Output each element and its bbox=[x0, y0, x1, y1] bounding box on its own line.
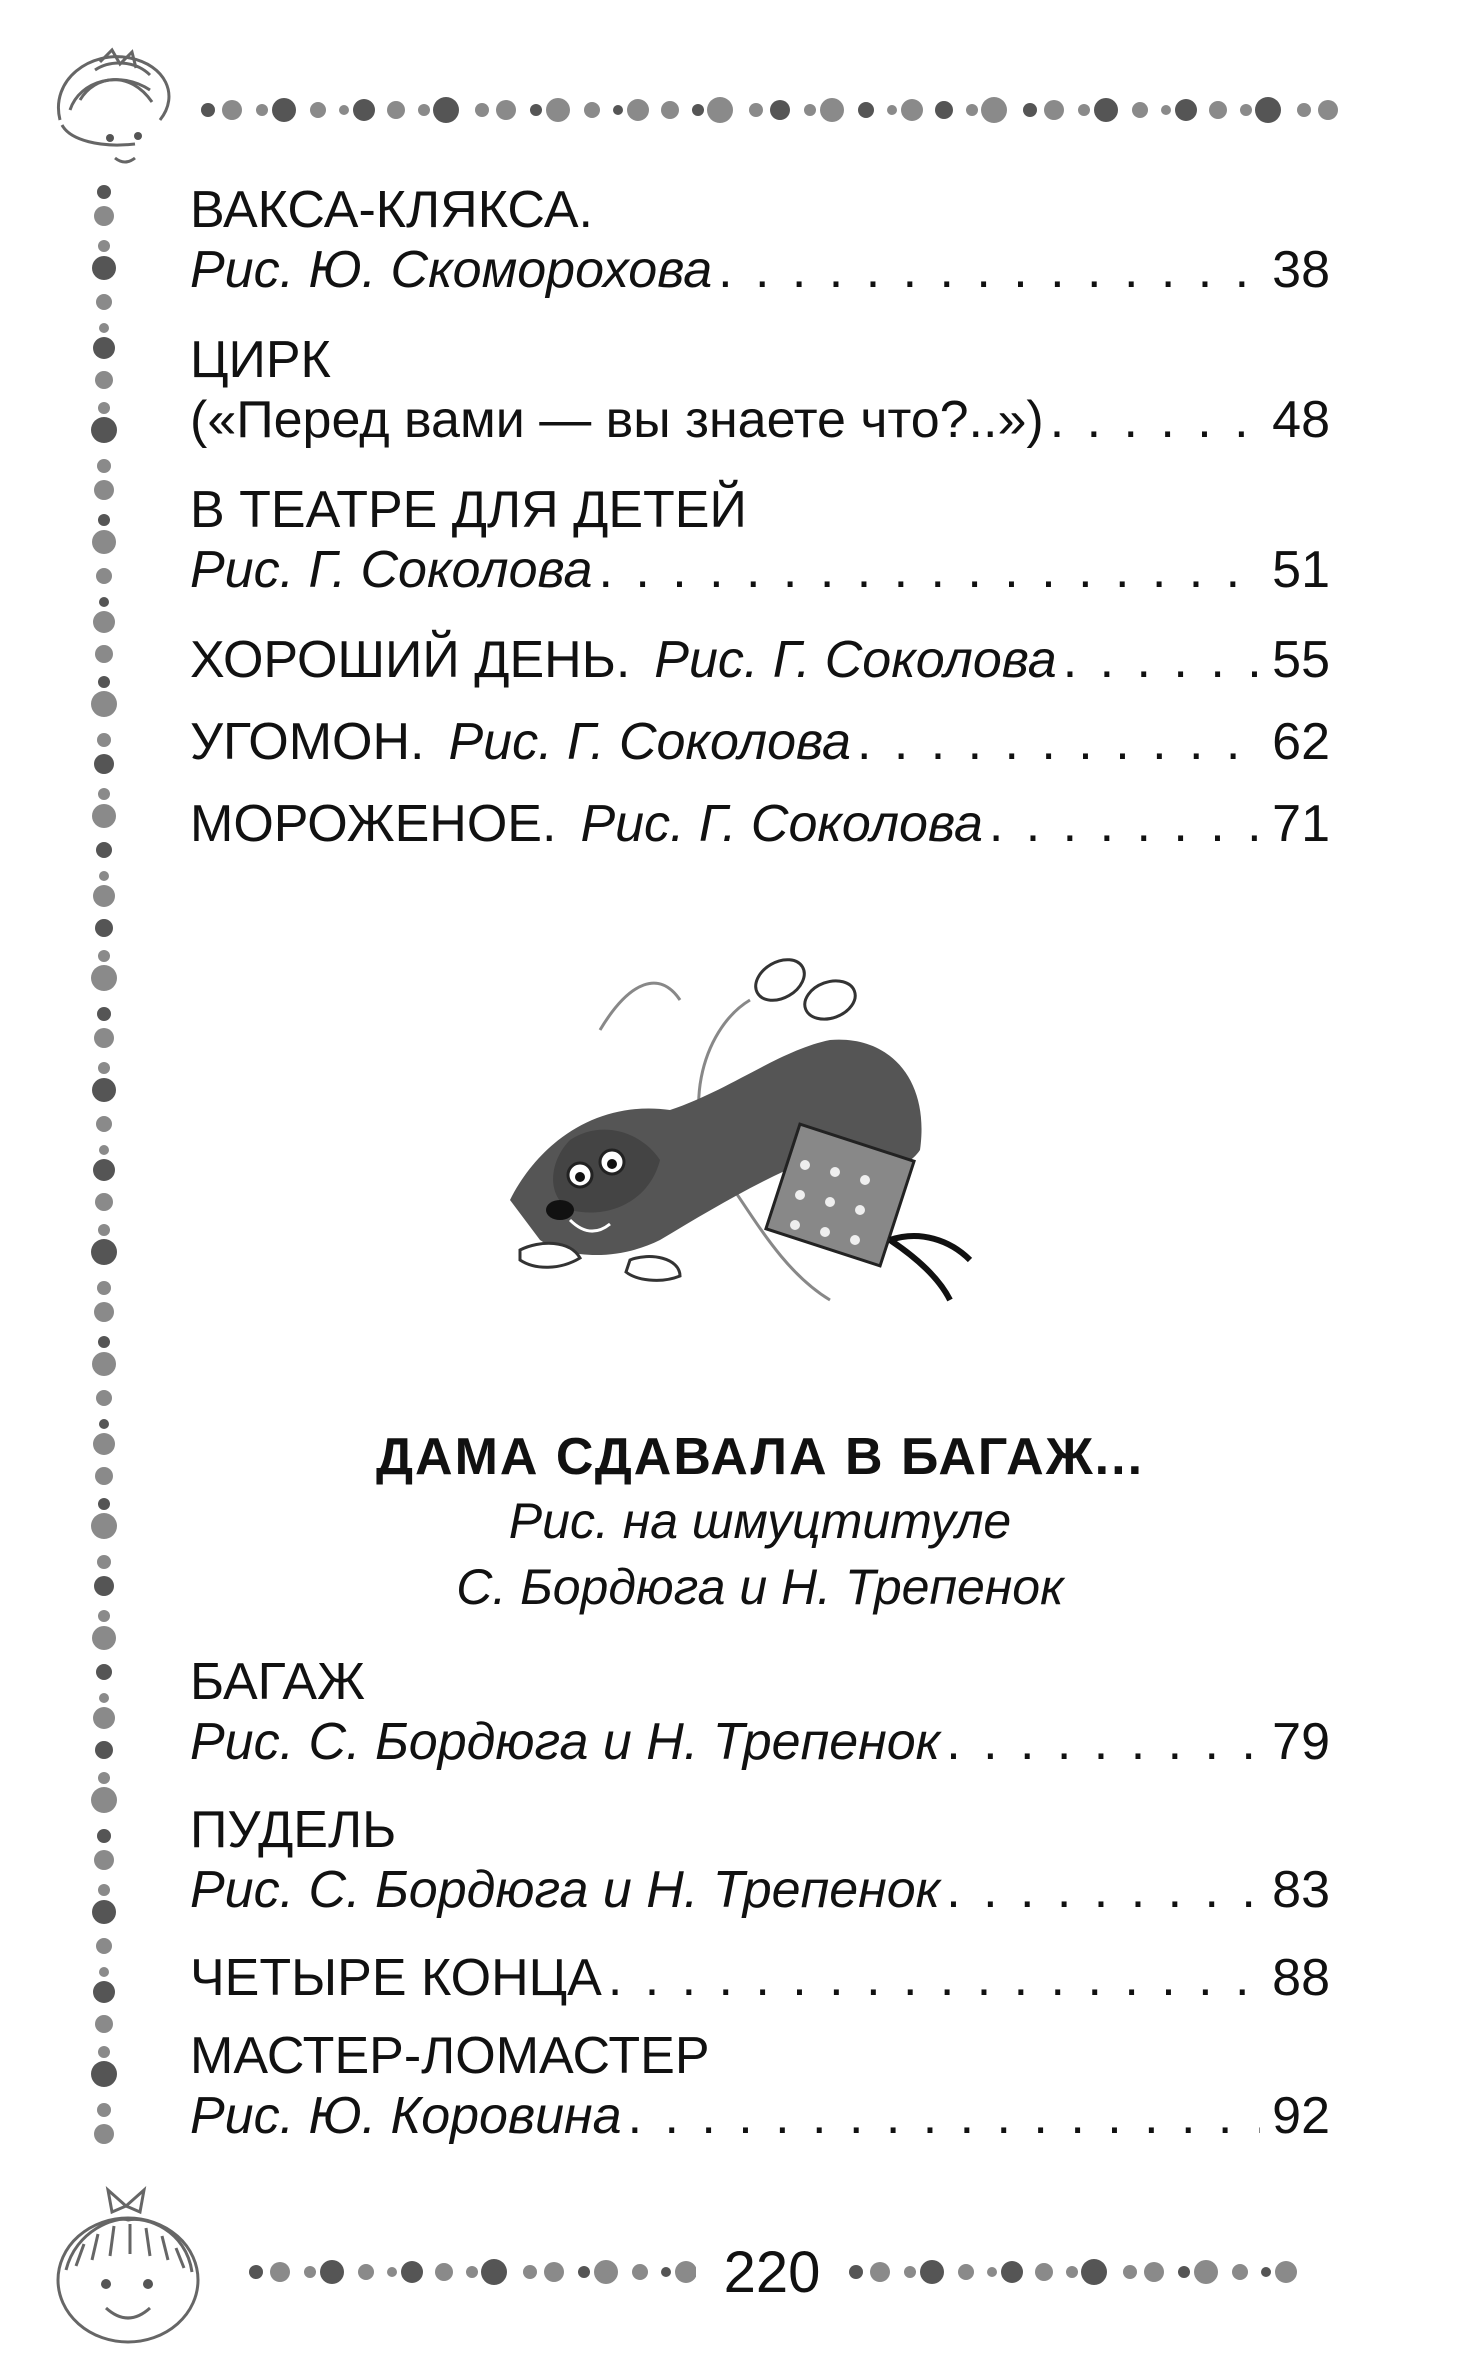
border-dot bbox=[530, 104, 542, 116]
border-dot bbox=[661, 101, 679, 119]
border-dot bbox=[1255, 97, 1281, 123]
border-dot bbox=[466, 2266, 478, 2278]
border-dot bbox=[98, 950, 110, 962]
dot-leader bbox=[940, 1712, 1260, 1772]
border-dot bbox=[92, 530, 116, 554]
border-dot bbox=[98, 1772, 110, 1784]
border-dot bbox=[99, 1419, 109, 1429]
border-dot bbox=[96, 294, 112, 310]
border-dot bbox=[97, 733, 111, 747]
border-dot bbox=[93, 1159, 115, 1181]
border-dot bbox=[95, 1741, 113, 1759]
border-dot bbox=[358, 2264, 374, 2280]
border-dot bbox=[98, 676, 110, 688]
border-dot bbox=[270, 2262, 290, 2282]
border-dot bbox=[1240, 104, 1252, 116]
toc-entry[interactable] bbox=[190, 480, 1330, 600]
page-number: 220 bbox=[723, 2240, 821, 2305]
border-dot bbox=[1297, 103, 1311, 117]
entry-page-number: 38 bbox=[1272, 241, 1330, 299]
dot-leader bbox=[940, 1860, 1260, 1920]
border-dot bbox=[632, 2264, 648, 2280]
border-dot bbox=[901, 99, 923, 121]
border-dot bbox=[94, 754, 114, 774]
border-dot bbox=[91, 965, 117, 991]
border-dot bbox=[435, 2263, 453, 2281]
border-dot bbox=[98, 2046, 110, 2058]
border-dot bbox=[94, 480, 114, 500]
border-dot bbox=[1232, 2264, 1248, 2280]
border-dot bbox=[96, 1938, 112, 1954]
entry-title: ВАКСА-КЛЯКСА. bbox=[190, 181, 593, 239]
border-dot bbox=[91, 691, 117, 717]
border-dot bbox=[1035, 2263, 1053, 2281]
entry-subtitle: («Перед вами — вы знаете что?..») bbox=[190, 391, 1044, 449]
entry-illustrator: Рис. Г. Соколова bbox=[448, 713, 851, 771]
border-dot bbox=[97, 459, 111, 473]
dot-leader bbox=[1057, 630, 1260, 690]
dot-leader bbox=[851, 712, 1260, 772]
border-dot bbox=[1178, 2266, 1190, 2278]
border-dot bbox=[98, 1610, 110, 1622]
toc-entry[interactable] bbox=[190, 2026, 1330, 2146]
border-dot bbox=[958, 2264, 974, 2280]
border-dot bbox=[95, 919, 113, 937]
border-dot bbox=[707, 97, 733, 123]
border-dot bbox=[98, 240, 110, 252]
entry-page-number: 55 bbox=[1272, 631, 1330, 689]
border-dot bbox=[966, 104, 978, 116]
entry-illustrator: Рис. Ю. Коровина bbox=[190, 2087, 622, 2145]
entry-page-number: 48 bbox=[1272, 391, 1330, 449]
border-dot bbox=[544, 2262, 564, 2282]
border-dot bbox=[95, 2015, 113, 2033]
border-dot bbox=[93, 337, 115, 359]
border-dot bbox=[749, 103, 763, 117]
entry-title: ЧЕТЫРЕ КОНЦА bbox=[190, 1949, 602, 2007]
border-dot bbox=[849, 2265, 863, 2279]
border-dot bbox=[91, 1513, 117, 1539]
border-dot bbox=[99, 1693, 109, 1703]
border-dot bbox=[96, 1390, 112, 1406]
dot-leader bbox=[592, 540, 1260, 600]
border-dot bbox=[401, 2261, 423, 2283]
section-title[interactable]: ДАМА СДАВАЛА В БАГАЖ... bbox=[375, 1428, 1145, 1486]
border-dot bbox=[94, 1850, 114, 1870]
border-dot bbox=[92, 1078, 116, 1102]
entry-page-number: 51 bbox=[1272, 541, 1330, 599]
border-dot bbox=[97, 1281, 111, 1295]
girl-face-doodle-icon bbox=[36, 2180, 216, 2350]
border-dot bbox=[1081, 2259, 1107, 2285]
border-dot bbox=[91, 1239, 117, 1265]
border-dot bbox=[93, 1433, 115, 1455]
border-dot bbox=[770, 100, 790, 120]
border-dot bbox=[94, 1028, 114, 1048]
entry-title: МОРОЖЕНОЕ. bbox=[190, 795, 557, 853]
section-subtitle: Рис. на шмуцтитуле bbox=[508, 1493, 1012, 1549]
entry-illustrator: Рис. Г. Соколова bbox=[654, 631, 1057, 689]
border-dot bbox=[433, 97, 459, 123]
border-dot bbox=[584, 102, 600, 118]
border-dot bbox=[93, 885, 115, 907]
section-heading bbox=[190, 1426, 1330, 1620]
border-dot bbox=[93, 1981, 115, 2003]
border-dot bbox=[93, 1707, 115, 1729]
dot-leader bbox=[712, 240, 1260, 300]
border-dot bbox=[870, 2262, 890, 2282]
border-dot bbox=[475, 103, 489, 117]
toc-entry[interactable] bbox=[190, 794, 1330, 854]
border-dot bbox=[98, 1336, 110, 1348]
border-dot bbox=[987, 2267, 997, 2277]
border-dot bbox=[201, 103, 215, 117]
entry-page-number: 62 bbox=[1272, 713, 1330, 771]
border-dot bbox=[1132, 102, 1148, 118]
border-dot bbox=[310, 102, 326, 118]
border-dot bbox=[94, 2124, 114, 2144]
border-dot bbox=[594, 2260, 618, 2284]
dot-leader bbox=[602, 1948, 1260, 2008]
border-dot bbox=[96, 842, 112, 858]
border-dot bbox=[339, 105, 349, 115]
border-dot bbox=[94, 1576, 114, 1596]
entry-page-number: 88 bbox=[1272, 1949, 1330, 2007]
entry-illustrator: Рис. Г. Соколова bbox=[190, 541, 593, 599]
border-dot bbox=[96, 1664, 112, 1680]
border-dot bbox=[1001, 2261, 1023, 2283]
entry-page-number: 79 bbox=[1272, 1713, 1330, 1771]
border-dot bbox=[97, 185, 111, 199]
toc-entry[interactable] bbox=[190, 712, 1330, 772]
entry-title: ПУДЕЛЬ bbox=[190, 1801, 397, 1859]
entry-page-number: 92 bbox=[1272, 2087, 1330, 2145]
entry-page-number: 83 bbox=[1272, 1861, 1330, 1919]
dot-leader bbox=[1044, 390, 1260, 450]
border-dot bbox=[1144, 2262, 1164, 2282]
border-dot bbox=[1318, 100, 1338, 120]
border-dot bbox=[272, 98, 296, 122]
border-dot bbox=[92, 804, 116, 828]
border-dot bbox=[387, 2267, 397, 2277]
border-dot bbox=[1161, 105, 1171, 115]
border-dot bbox=[578, 2266, 590, 2278]
border-dot bbox=[675, 2261, 696, 2283]
border-dot bbox=[661, 2267, 671, 2277]
border-dot bbox=[981, 97, 1007, 123]
border-dot bbox=[546, 98, 570, 122]
entry-title: В ТЕАТРЕ ДЛЯ ДЕТЕЙ bbox=[190, 481, 747, 539]
dot-leader bbox=[983, 794, 1260, 854]
border-dot bbox=[1261, 2267, 1271, 2277]
entry-illustrator: Рис. Г. Соколова bbox=[580, 795, 983, 853]
border-dot bbox=[1044, 100, 1064, 120]
border-dot bbox=[804, 104, 816, 116]
border-dot bbox=[99, 871, 109, 881]
border-dot bbox=[95, 1467, 113, 1485]
entry-title: УГОМОН. bbox=[190, 713, 425, 771]
border-dot bbox=[99, 1967, 109, 1977]
border-dot bbox=[1078, 104, 1090, 116]
entry-illustrator: Рис. Ю. Скоморохова bbox=[190, 241, 713, 299]
bottom-dotted-border-right bbox=[848, 2254, 1318, 2290]
border-dot bbox=[99, 1145, 109, 1155]
border-dot bbox=[496, 100, 516, 120]
border-dot bbox=[97, 1555, 111, 1569]
section-subtitle: С. Бордюга и Н. Трепенок bbox=[456, 1559, 1064, 1615]
border-dot bbox=[91, 1787, 117, 1813]
border-dot bbox=[1023, 103, 1037, 117]
toc-entry[interactable] bbox=[190, 630, 1330, 690]
border-dot bbox=[887, 105, 897, 115]
border-dot bbox=[93, 611, 115, 633]
border-dot bbox=[1123, 2265, 1137, 2279]
border-dot bbox=[858, 102, 874, 118]
border-dot bbox=[935, 101, 953, 119]
entry-title: МАСТЕР-ЛОМАСТЕР bbox=[190, 2027, 710, 2085]
border-dot bbox=[523, 2265, 537, 2279]
dog-with-parcel-illustration bbox=[450, 940, 1030, 1360]
border-dot bbox=[98, 1884, 110, 1896]
border-dot bbox=[904, 2266, 916, 2278]
border-dot bbox=[256, 104, 268, 116]
border-dot bbox=[1066, 2266, 1078, 2278]
border-dot bbox=[95, 1193, 113, 1211]
border-dot bbox=[98, 402, 110, 414]
entry-title: ХОРОШИЙ ДЕНЬ. bbox=[190, 631, 631, 689]
dot-leader bbox=[622, 2086, 1261, 2146]
border-dot bbox=[692, 104, 704, 116]
border-dot bbox=[353, 99, 375, 121]
border-dot bbox=[1094, 98, 1118, 122]
border-dot bbox=[96, 1116, 112, 1132]
border-dot bbox=[99, 323, 109, 333]
entry-title: ЦИРК bbox=[190, 331, 331, 389]
border-dot bbox=[98, 1498, 110, 1510]
border-dot bbox=[387, 101, 405, 119]
border-dot bbox=[98, 1224, 110, 1236]
toc-entry[interactable] bbox=[190, 1652, 1330, 1772]
border-dot bbox=[91, 417, 117, 443]
border-dot bbox=[1209, 101, 1227, 119]
entry-title: БАГАЖ bbox=[190, 1653, 366, 1711]
border-dot bbox=[418, 104, 430, 116]
border-dot bbox=[94, 1302, 114, 1322]
toc-entry[interactable] bbox=[190, 180, 1330, 300]
border-dot bbox=[96, 568, 112, 584]
border-dot bbox=[1175, 99, 1197, 121]
entry-illustrator: Рис. С. Бордюга и Н. Трепенок bbox=[190, 1713, 941, 1771]
border-dot bbox=[613, 105, 623, 115]
border-dot bbox=[320, 2260, 344, 2284]
border-dot bbox=[97, 1007, 111, 1021]
border-dot bbox=[92, 256, 116, 280]
border-dot bbox=[98, 788, 110, 800]
border-dot bbox=[92, 1626, 116, 1650]
border-dot bbox=[92, 1352, 116, 1376]
border-dot bbox=[98, 514, 110, 526]
border-dot bbox=[920, 2260, 944, 2284]
entry-page-number: 71 bbox=[1272, 795, 1330, 853]
border-dot bbox=[222, 100, 242, 120]
border-dot bbox=[1275, 2261, 1297, 2283]
toc-entry[interactable] bbox=[190, 1948, 1330, 2008]
girl-face-doodle-icon bbox=[40, 40, 200, 190]
border-dot bbox=[95, 645, 113, 663]
border-dot bbox=[94, 206, 114, 226]
border-dot bbox=[820, 98, 844, 122]
border-dot bbox=[99, 597, 109, 607]
border-dot bbox=[627, 99, 649, 121]
entry-illustrator: Рис. С. Бордюга и Н. Трепенок bbox=[190, 1861, 941, 1919]
left-dotted-border bbox=[86, 184, 122, 2144]
bottom-dotted-border-left bbox=[248, 2254, 696, 2290]
border-dot bbox=[92, 1900, 116, 1924]
border-dot bbox=[97, 2103, 111, 2117]
border-dot bbox=[91, 2061, 117, 2087]
border-dot bbox=[1194, 2260, 1218, 2284]
border-dot bbox=[304, 2266, 316, 2278]
toc-entry[interactable] bbox=[190, 1800, 1330, 1920]
border-dot bbox=[249, 2265, 263, 2279]
border-dot bbox=[97, 1829, 111, 1843]
border-dot bbox=[95, 371, 113, 389]
toc-entry[interactable] bbox=[190, 330, 1330, 450]
border-dot bbox=[98, 1062, 110, 1074]
top-dotted-border bbox=[200, 92, 1340, 128]
border-dot bbox=[481, 2259, 507, 2285]
